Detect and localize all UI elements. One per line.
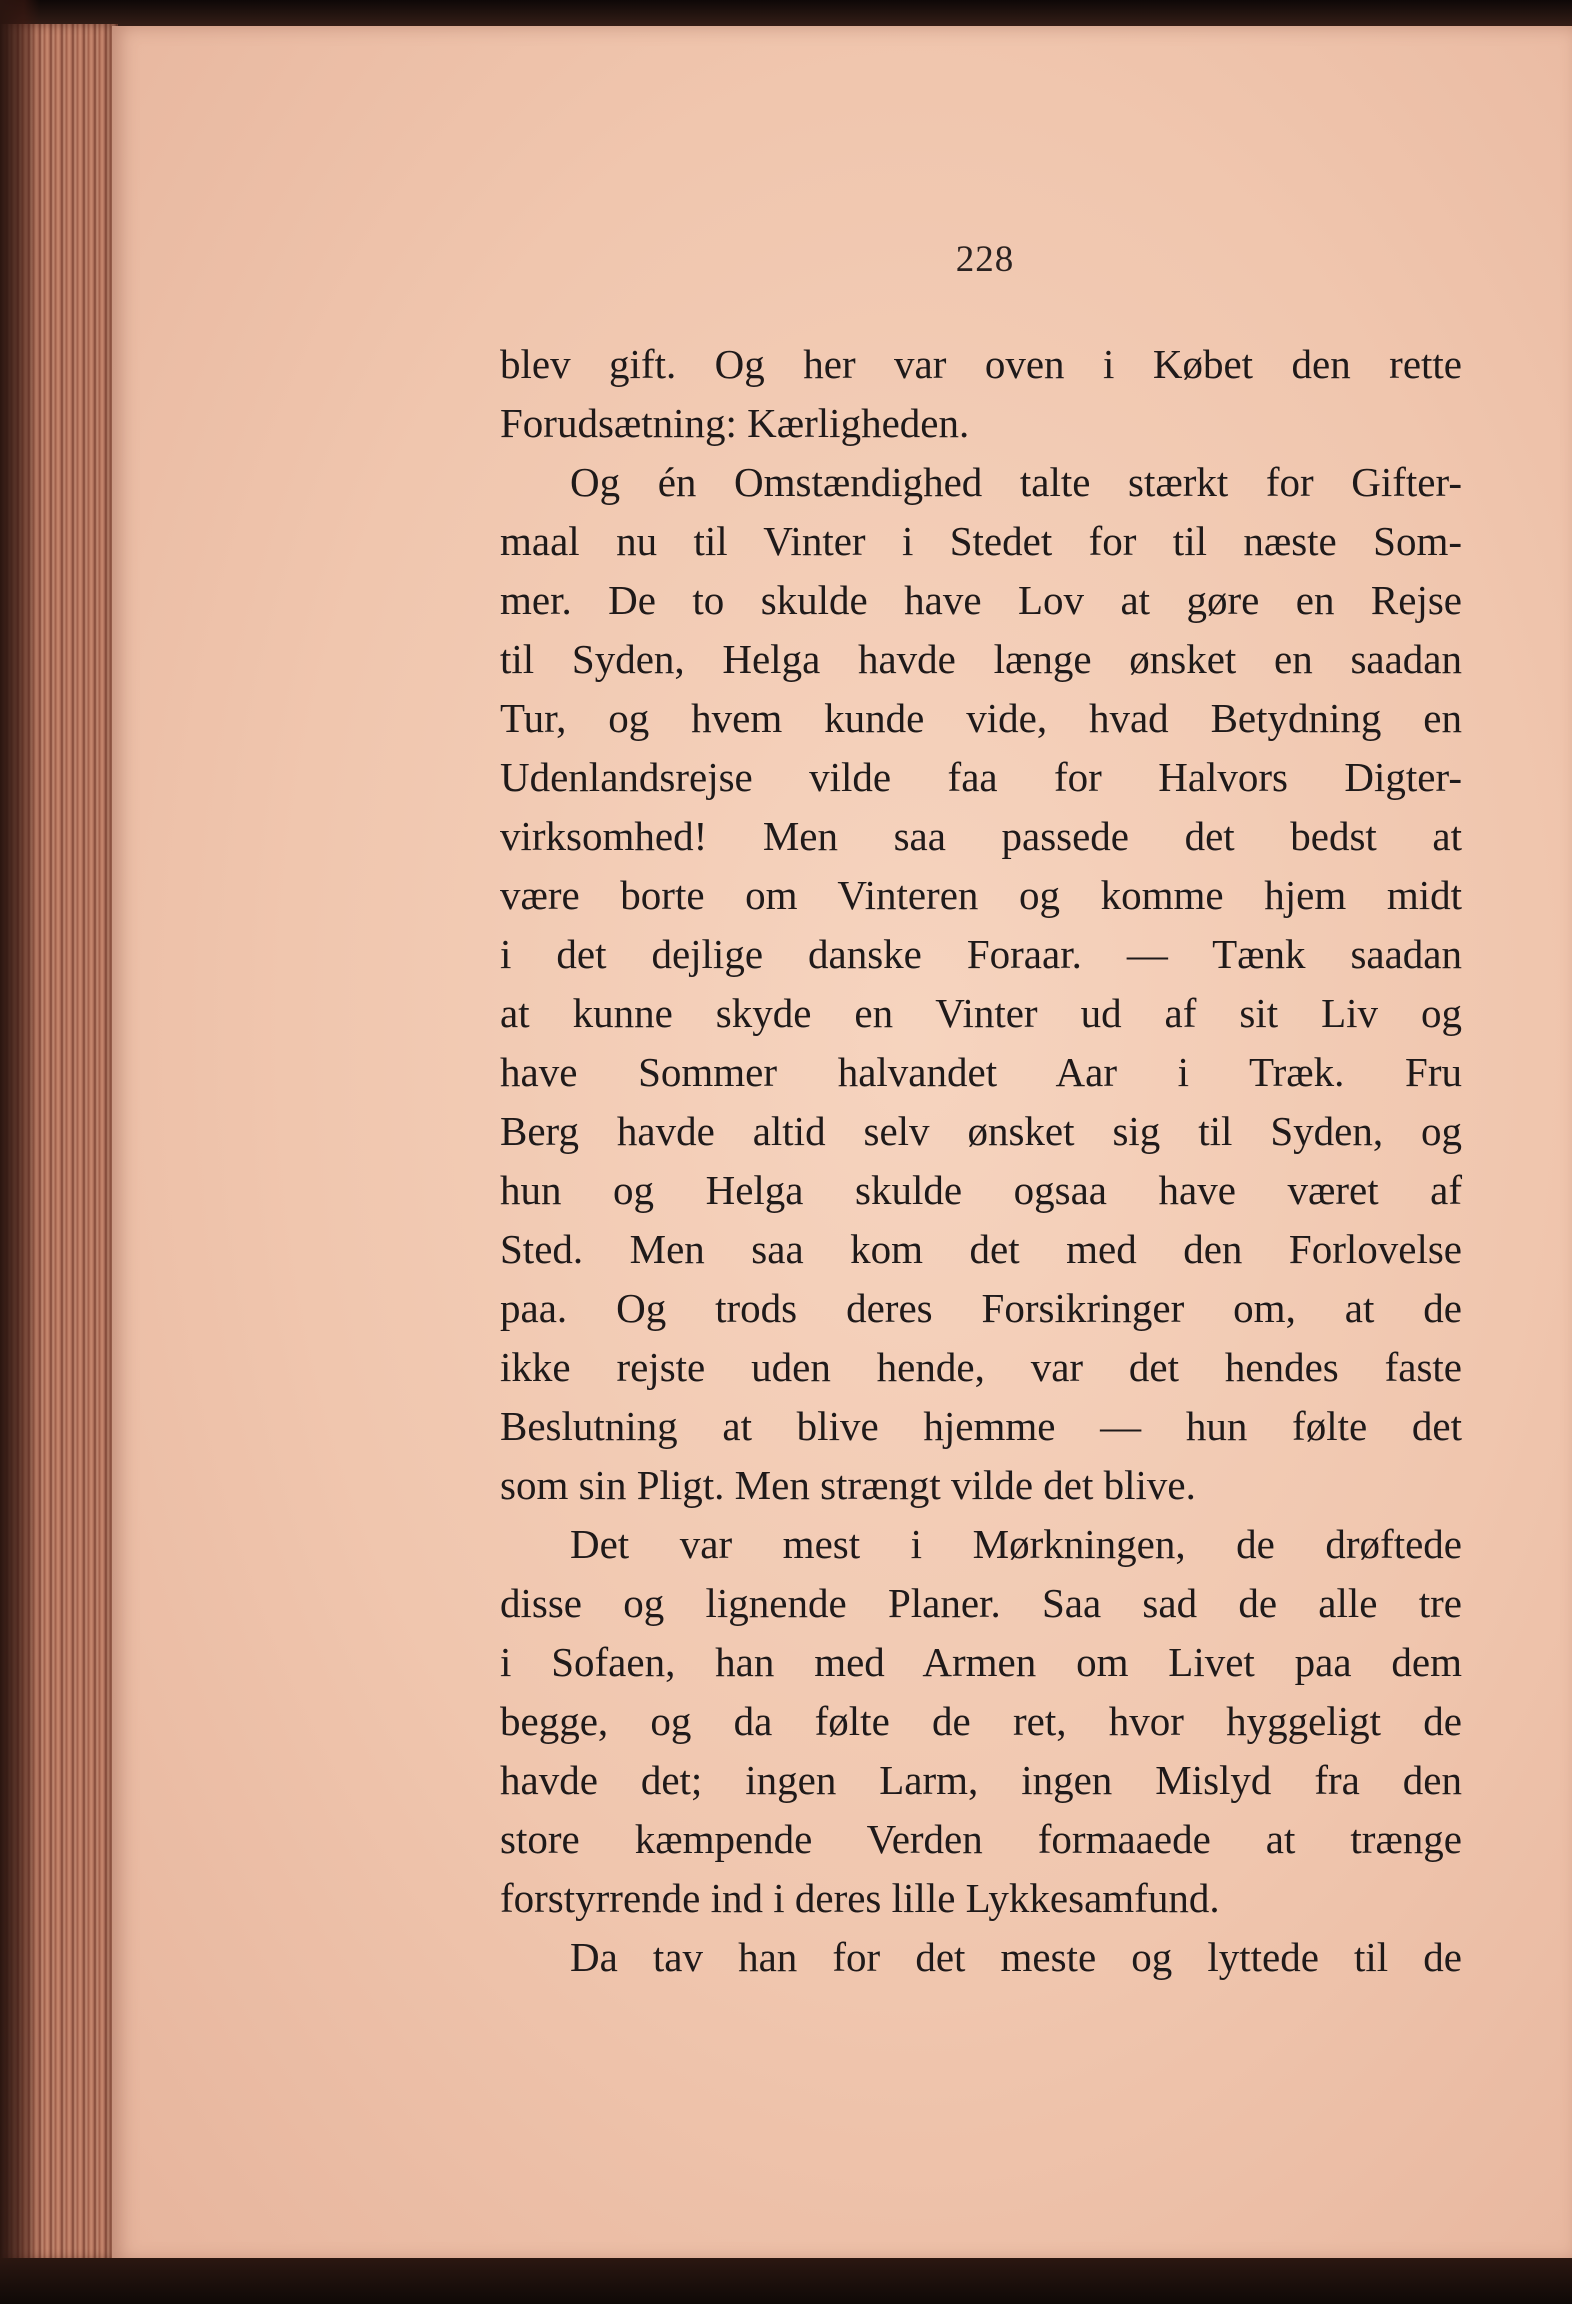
body-text [500, 335, 1462, 1987]
text-line: Forudsætning: Kærligheden. [500, 400, 970, 446]
text-line: Og én Omstændighed talte stærkt for Gifter- [570, 459, 1462, 505]
text-line: forstyrrende ind i deres lille Lykkesamfund. [500, 1875, 1220, 1921]
text-line: mer. De to skulde have Lov at gøre en Rejse [500, 577, 1462, 623]
text-line: i det dejlige danske Foraar. — Tænk saadan [500, 931, 1462, 977]
text-line: Det var mest i Mørkningen, de drøftede [570, 1521, 1462, 1567]
text-line: Berg havde altid selv ønsket sig til Syden, og [500, 1108, 1462, 1154]
text-line: Da tav han for det meste og lyttede til de [570, 1934, 1462, 1980]
text-line: til Syden, Helga havde længe ønsket en saadan [500, 636, 1462, 682]
text-line: som sin Pligt. Men strængt vilde det blive. [500, 1462, 1196, 1508]
text-line: havde det; ingen Larm, ingen Mislyd fra den [500, 1757, 1462, 1803]
book-binding-bottom [0, 2258, 1572, 2304]
text-line: blev gift. Og her var oven i Købet den rette [500, 341, 1462, 387]
text-line: maal nu til Vinter i Stedet for til næste Som- [500, 518, 1462, 564]
text-line: at kunne skyde en Vinter ud af sit Liv og [500, 990, 1462, 1036]
spine-shadow [0, 0, 40, 2304]
text-line: Beslutning at blive hjemme — hun følte det [500, 1403, 1462, 1449]
text-line: Tur, og hvem kunde vide, hvad Betydning en [500, 695, 1462, 741]
text-line: begge, og da følte de ret, hvor hyggeligt de [500, 1698, 1462, 1744]
text-line: virksomhed! Men saa passede det bedst at [500, 813, 1462, 859]
text-line: store kæmpende Verden formaaede at trænge [500, 1816, 1462, 1862]
text-line: Udenlandsrejse vilde faa for Halvors Digter- [500, 754, 1462, 800]
text-line: paa. Og trods deres Forsikringer om, at de [500, 1285, 1462, 1331]
text-line: have Sommer halvandet Aar i Træk. Fru [500, 1049, 1462, 1095]
page-number: 228 [955, 239, 1015, 280]
text-line: disse og lignende Planer. Saa sad de alle tre [500, 1580, 1462, 1626]
text-line: i Sofaen, han med Armen om Livet paa dem [500, 1639, 1462, 1685]
text-line: være borte om Vinteren og komme hjem midt [500, 872, 1462, 918]
text-line: Sted. Men saa kom det med den Forlovelse [500, 1226, 1462, 1272]
text-line: ikke rejste uden hende, var det hendes faste [500, 1344, 1462, 1390]
text-line: hun og Helga skulde ogsaa have været af [500, 1167, 1462, 1213]
